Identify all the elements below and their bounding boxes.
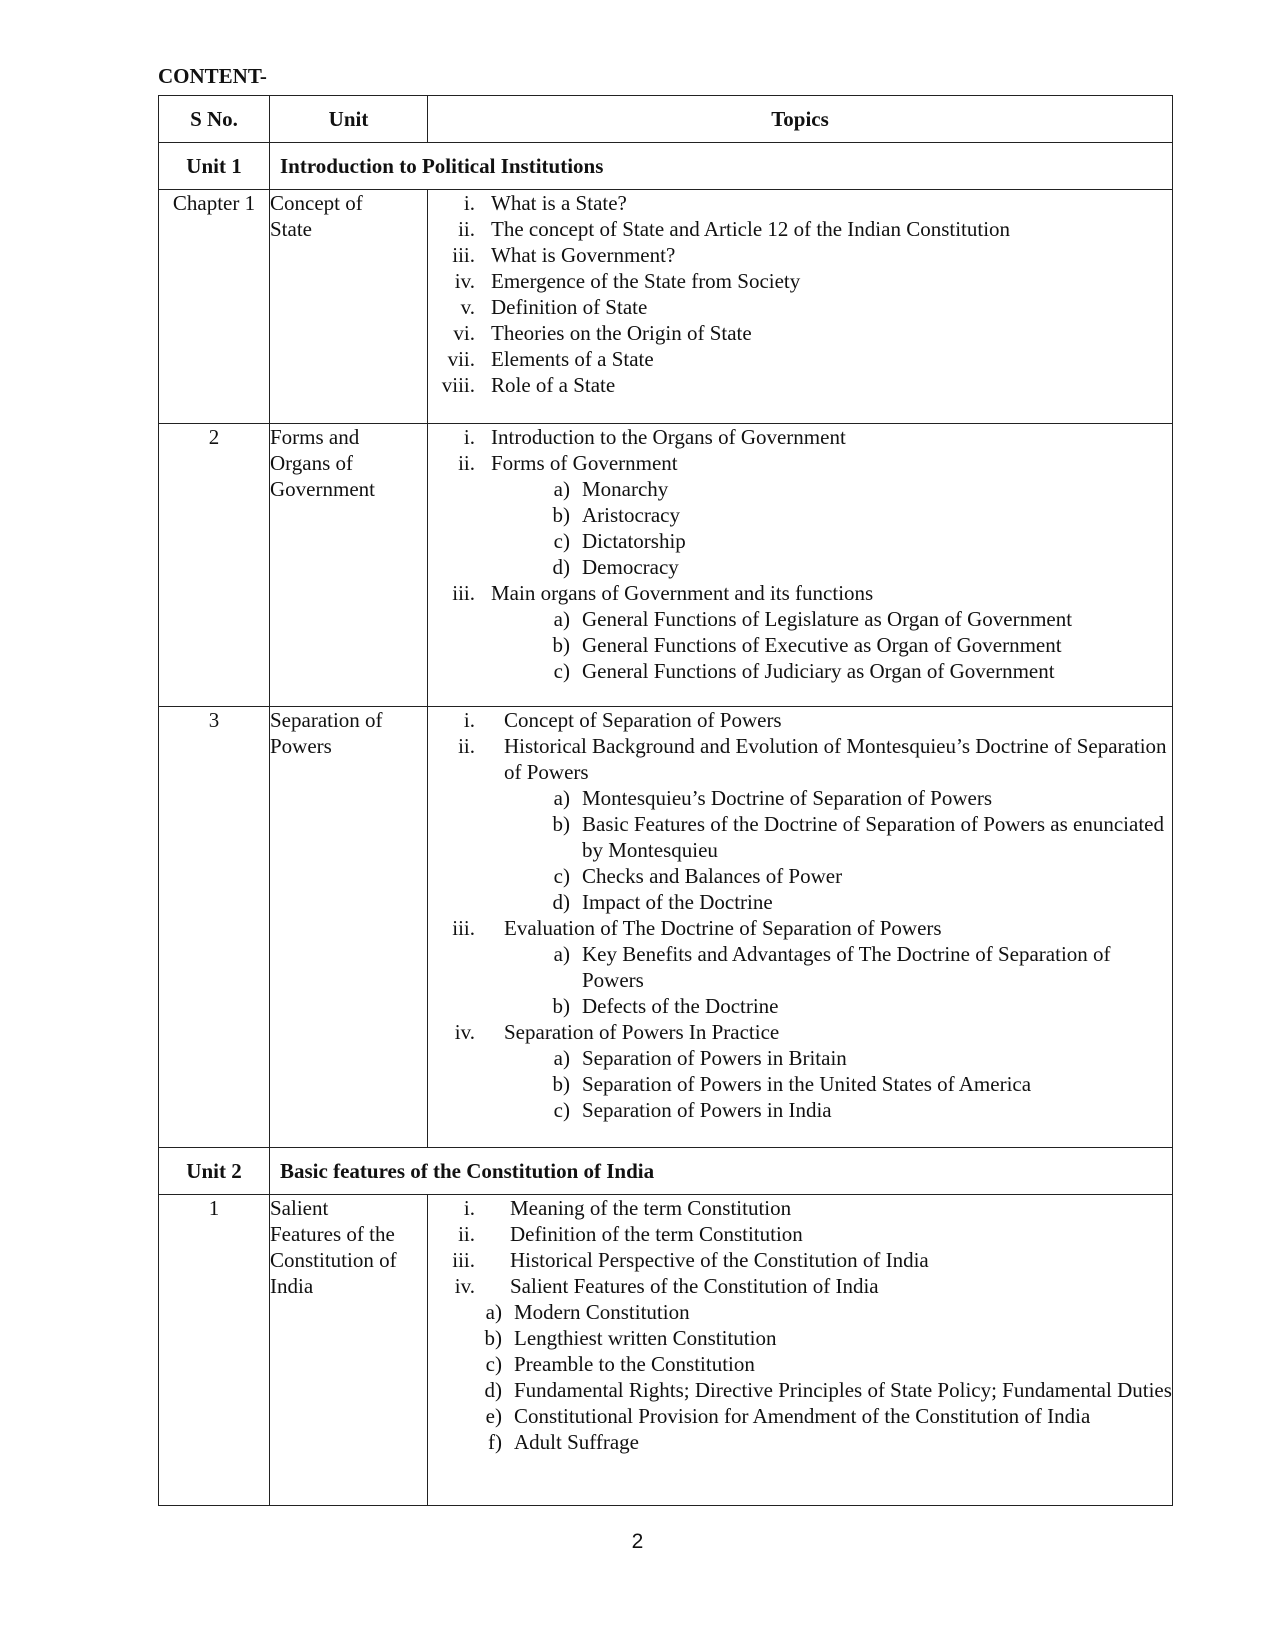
topic-item (428, 346, 1172, 372)
topic-text-wrap (491, 242, 1172, 268)
topic-text: The concept of State and Article 12 of the Indian Constitution (491, 217, 1011, 241)
subtopic-letter: c) (485, 1352, 502, 1376)
subtopic-letter: c) (553, 864, 570, 888)
topic-number: i. (463, 425, 475, 449)
subtopic-list (428, 941, 1172, 1019)
subtopic-text: Monarchy (582, 477, 669, 501)
topic-number: iii. (452, 243, 475, 267)
topic-text-wrap (491, 294, 1172, 320)
subtopic-text: Modern Constitution (514, 1300, 690, 1324)
unit-row (159, 143, 1173, 190)
topic-text-wrap (491, 320, 1172, 346)
subtopic-item (538, 889, 1172, 915)
topic-text: Emergence of the State from Society (491, 269, 801, 293)
subtopic-item (470, 1429, 1172, 1455)
subtopic-item (470, 1403, 1172, 1429)
chapter-name-line: Separation of (270, 708, 383, 732)
topic-text-wrap (504, 915, 1172, 941)
subtopic-item (538, 1097, 1172, 1123)
subtopic-item (538, 658, 1172, 684)
chapter-name-line: State (270, 217, 312, 241)
chapter-name (270, 424, 428, 707)
topic-number: iv. (454, 269, 475, 293)
subtopic-item (538, 554, 1172, 580)
page-number: 2 (631, 1530, 644, 1553)
subtopic-text: Preamble to the Constitution (514, 1352, 755, 1376)
topic-text: Concept of Separation of Powers (504, 708, 782, 732)
topic-number: ii. (458, 451, 475, 475)
topic-number: ii. (458, 734, 475, 758)
chapter-number: Chapter 1 (159, 190, 270, 424)
unit-label: Unit 1 (159, 143, 270, 190)
subtopic-letter: a) (553, 942, 570, 966)
subtopic-item (538, 632, 1172, 658)
subtopic-item (538, 993, 1172, 1019)
topic-text: Historical Perspective of the Constitution of India (510, 1248, 929, 1272)
topic-text-wrap (510, 1273, 1172, 1299)
chapter-name-line: Constitution of (270, 1248, 397, 1272)
chapter-name-line: Powers (270, 734, 332, 758)
subtopic-letter: c) (553, 659, 570, 683)
topic-number: ii. (458, 217, 475, 241)
topic-number: i. (463, 708, 475, 732)
subtopic-text: Fundamental Rights; Directive Principles of State Policy; Fundamental Duties (514, 1378, 1172, 1402)
topic-text: Theories on the Origin of State (491, 321, 752, 345)
subtopic-letter: d) (484, 1378, 502, 1402)
chapter-name-line: Concept of (270, 191, 363, 215)
chapter-row (159, 1195, 1173, 1506)
subtopic-item (538, 476, 1172, 502)
content-table (158, 95, 1173, 1506)
topic-text-wrap (510, 1247, 1172, 1273)
subtopic-letter: b) (552, 1072, 570, 1096)
topic-text-wrap (504, 707, 1172, 733)
unit-title: Introduction to Political Institutions (270, 143, 1173, 190)
subtopic-text: Democracy (582, 555, 679, 579)
topic-item (428, 294, 1172, 320)
subtopic-text: Basic Features of the Doctrine of Separation of Powers as enunciated by Montesquieu (582, 812, 1164, 862)
topic-item (428, 580, 1172, 606)
subtopic-item (470, 1299, 1172, 1325)
subtopic-item (538, 528, 1172, 554)
topic-number: iii. (452, 1248, 475, 1272)
header-sno: S No. (159, 96, 270, 143)
topic-item (428, 1195, 1172, 1221)
topic-text-wrap (491, 424, 1172, 450)
unit-title: Basic features of the Constitution of India (270, 1148, 1173, 1195)
chapter-number: 2 (159, 424, 270, 707)
unit-row (159, 1148, 1173, 1195)
topic-number: v. (460, 295, 475, 319)
topic-text: Role of a State (491, 373, 616, 397)
subtopic-text: Adult Suffrage (514, 1430, 640, 1454)
topic-text: What is a State? (491, 191, 627, 215)
topic-text: Forms of Government (491, 451, 678, 475)
topic-text-wrap (491, 216, 1172, 242)
subtopic-letter: b) (552, 812, 570, 836)
topic-text: Historical Background and Evolution of Montesquieu’s Doctrine of Separation of Powers (504, 734, 1167, 784)
topic-item (428, 320, 1172, 346)
topic-item (428, 372, 1172, 398)
subtopic-letter: d) (552, 555, 570, 579)
topic-item (428, 242, 1172, 268)
topic-text: Meaning of the term Constitution (510, 1196, 792, 1220)
topic-text: Evaluation of The Doctrine of Separation of Powers (504, 916, 942, 940)
subtopic-letter: a) (553, 607, 570, 631)
subtopic-text: Impact of the Doctrine (582, 890, 773, 914)
header-unit: Unit (270, 96, 428, 143)
subtopic-item (538, 502, 1172, 528)
topic-text-wrap (491, 268, 1172, 294)
chapter-name (270, 190, 428, 424)
topic-number: viii. (441, 373, 475, 397)
subtopic-letter: b) (552, 994, 570, 1018)
chapter-row (159, 707, 1173, 1148)
subtopic-text: Defects of the Doctrine (582, 994, 779, 1018)
topic-number: vi. (453, 321, 475, 345)
subtopic-letter: d) (552, 890, 570, 914)
subtopic-text: Constitutional Provision for Amendment of the Constitution of India (514, 1404, 1091, 1428)
subtopic-item (538, 1045, 1172, 1071)
topic-number: i. (463, 191, 475, 215)
topic-item (428, 733, 1172, 785)
topic-item (428, 190, 1172, 216)
topic-text-wrap (504, 1019, 1172, 1045)
subtopic-item (538, 811, 1172, 863)
chapter-number: 3 (159, 707, 270, 1148)
subtopic-list (428, 606, 1172, 684)
chapter-name-line: Organs of (270, 451, 354, 475)
subtopic-letter: b) (552, 503, 570, 527)
topic-item (428, 1221, 1172, 1247)
subtopic-letter: b) (484, 1326, 502, 1350)
topic-text-wrap (491, 450, 1172, 476)
subtopic-text: Checks and Balances of Power (582, 864, 843, 888)
topic-item (428, 707, 1172, 733)
topic-item (428, 268, 1172, 294)
subtopic-list (428, 1045, 1172, 1123)
subtopic-letter: a) (553, 1046, 570, 1070)
topic-text: Separation of Powers In Practice (504, 1020, 780, 1044)
topic-text-wrap (510, 1195, 1172, 1221)
topic-text: Elements of a State (491, 347, 654, 371)
topic-number: ii. (458, 1222, 475, 1246)
subtopic-item (538, 1071, 1172, 1097)
topics-list (428, 1195, 1173, 1506)
chapter-name-line: Features of the (270, 1222, 395, 1246)
topic-item (428, 216, 1172, 242)
subtopic-list (428, 785, 1172, 915)
subtopic-letter: a) (485, 1300, 502, 1324)
topic-text-wrap (510, 1221, 1172, 1247)
topic-number: i. (463, 1196, 475, 1220)
topics-list (428, 707, 1173, 1148)
subtopic-letter: f) (488, 1430, 502, 1454)
subtopic-letter: c) (553, 529, 570, 553)
topic-text: Introduction to the Organs of Government (491, 425, 846, 449)
subtopic-text: Dictatorship (582, 529, 686, 553)
subtopic-list (428, 476, 1172, 580)
topics-list (428, 190, 1173, 424)
topic-number: iv. (454, 1274, 475, 1298)
topic-item (428, 424, 1172, 450)
chapter-name-line: Government (270, 477, 375, 501)
topic-item (428, 1247, 1172, 1273)
topic-item (428, 1019, 1172, 1045)
table-header-row (159, 96, 1173, 143)
topic-text: Definition of the term Constitution (510, 1222, 803, 1246)
topic-text-wrap (504, 733, 1172, 785)
chapter-name-line: Forms and (270, 425, 360, 449)
topic-text: Main organs of Government and its functions (491, 581, 874, 605)
topic-text: What is Government? (491, 243, 676, 267)
topic-number: iii. (452, 916, 475, 940)
subtopic-text: General Functions of Judiciary as Organ of Government (582, 659, 1055, 683)
subtopic-text: Separation of Powers in India (582, 1098, 832, 1122)
subtopic-text: Separation of Powers in the United States of America (582, 1072, 1032, 1096)
chapter-name (270, 707, 428, 1148)
topic-item (428, 915, 1172, 941)
topic-item (428, 1273, 1172, 1299)
subtopic-item (538, 606, 1172, 632)
subtopic-text: General Functions of Executive as Organ of Government (582, 633, 1062, 657)
subtopic-text: Lengthiest written Constitution (514, 1326, 777, 1350)
topic-item (428, 450, 1172, 476)
unit-label: Unit 2 (159, 1148, 270, 1195)
subtopic-text: Aristocracy (582, 503, 680, 527)
topic-text-wrap (491, 346, 1172, 372)
topic-text: Salient Features of the Constitution of India (510, 1274, 879, 1298)
topic-text-wrap (491, 190, 1172, 216)
chapter-number: 1 (159, 1195, 270, 1506)
topic-text-wrap (491, 580, 1172, 606)
topic-number: iv. (454, 1020, 475, 1044)
subtopic-letter: e) (485, 1404, 502, 1428)
topic-text-wrap (491, 372, 1172, 398)
topics-list (428, 424, 1173, 707)
chapter-name (270, 1195, 428, 1506)
subtopic-item (470, 1377, 1172, 1403)
subtopic-item (538, 785, 1172, 811)
topic-text: Definition of State (491, 295, 648, 319)
topic-number: vii. (447, 347, 475, 371)
chapter-row (159, 190, 1173, 424)
subtopic-letter: a) (553, 786, 570, 810)
subtopic-text: Key Benefits and Advantages of The Doctrine of Separation of Powers (582, 942, 1111, 992)
subtopic-letter: c) (553, 1098, 570, 1122)
subtopic-text: General Functions of Legislature as Organ of Government (582, 607, 1073, 631)
subtopic-item (538, 941, 1172, 993)
subtopic-letter: a) (553, 477, 570, 501)
subtopic-letter: b) (552, 633, 570, 657)
subtopic-item (538, 863, 1172, 889)
subtopic-list (428, 1299, 1172, 1455)
subtopic-text: Montesquieu’s Doctrine of Separation of Powers (582, 786, 993, 810)
subtopic-item (470, 1325, 1172, 1351)
header-topics: Topics (428, 96, 1173, 143)
chapter-name-line: India (270, 1274, 314, 1298)
topic-number: iii. (452, 581, 475, 605)
chapter-name-line: Salient (270, 1196, 329, 1220)
subtopic-text: Separation of Powers in Britain (582, 1046, 847, 1070)
page-heading: CONTENT- (158, 64, 267, 88)
chapter-row (159, 424, 1173, 707)
subtopic-item (470, 1351, 1172, 1377)
